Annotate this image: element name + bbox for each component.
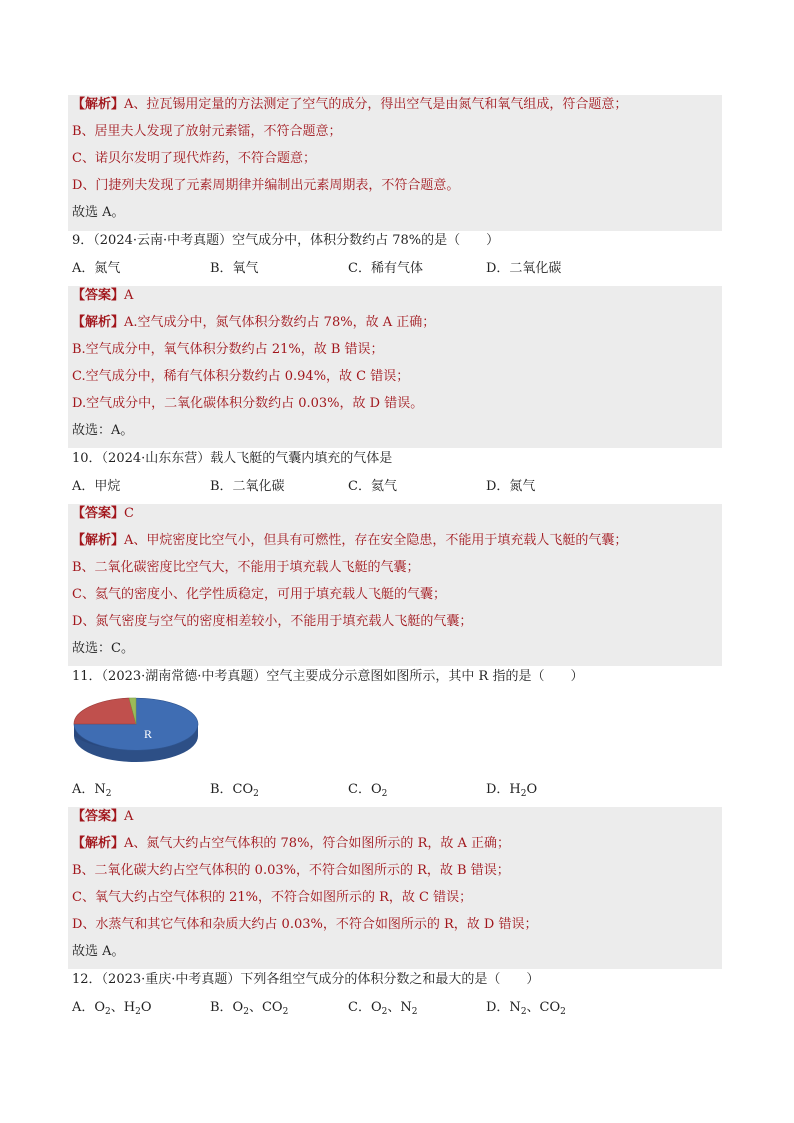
option-c: C．氦气	[348, 479, 397, 494]
question-stem-q9: 9．（2024·云南·中考真题）空气成分中，体积分数约占 78%的是（ ）	[72, 233, 500, 248]
analysis-line: 【解析】A、氮气大约占空气体积的 78%，符合如图所示的 R，故 A 正确；	[72, 836, 511, 851]
analysis-line: B、二氧化碳大约占空气体积的 0.03%，不符合如图所示的 R，故 B 错误；	[72, 863, 510, 878]
conclusion-line: 故选：C。	[72, 641, 134, 656]
analysis-box-q11	[68, 807, 722, 969]
answer-value: C	[124, 506, 134, 521]
answer-line	[72, 287, 133, 305]
analysis-line: B.空气成分中，氧气体积分数约占 21%，故 B 错误；	[72, 342, 384, 357]
option-b: B．二氧化碳	[210, 479, 285, 494]
air-composition-pie-figure	[72, 694, 202, 770]
analysis-tag: 【解析】	[72, 97, 125, 112]
analysis-line: 【解析】A.空气成分中，氮气体积分数约占 78%，故 A 正确；	[72, 315, 436, 330]
option-a: A．$O_2$、$H_2O$	[72, 1000, 152, 1017]
option-a: A．$N_2$	[72, 782, 112, 799]
answer-tag: 【答案】	[72, 809, 125, 824]
question-stem-q11: 11．（2023·湖南常德·中考真题）空气主要成分示意图如图所示，其中 R 指的是（ ）	[72, 669, 584, 684]
option-d: D．二氧化碳	[486, 261, 562, 276]
option-c: C．$O_2$	[348, 782, 388, 799]
answer-value: A	[124, 288, 134, 303]
option-b: B．氧气	[210, 261, 259, 276]
analysis-line: D、氮气密度与空气的密度相差较小，不能用于填充载人飞艇的气囊；	[72, 614, 473, 629]
analysis-tag: 【解析】	[72, 836, 125, 851]
pie-slice-o2	[74, 698, 136, 724]
option-a: A．甲烷	[72, 479, 121, 494]
answer-line	[72, 808, 133, 826]
pie-label-r: R	[144, 727, 153, 741]
analysis-line: B、二氧化碳密度比空气大，不能用于填充载人飞艇的气囊；	[72, 560, 420, 575]
answer-value: A	[124, 809, 134, 824]
analysis-line: C.空气成分中，稀有气体积分数约占 0.94%，故 C 错误；	[72, 369, 410, 384]
option-d: D．$N_2$、$CO_2$	[486, 1000, 566, 1017]
option-a: A．氮气	[72, 261, 121, 276]
conclusion-line: 故选：A。	[72, 423, 134, 438]
option-c: C．稀有气体	[348, 261, 423, 276]
analysis-line: D、门捷列夫发现了元素周期律并编制出元素周期表，不符合题意。	[72, 178, 460, 193]
option-b: B．$CO_2$	[210, 782, 259, 799]
option-b: B．$O_2$、$CO_2$	[210, 1000, 289, 1017]
option-c: C．$O_2$、$N_2$	[348, 1000, 418, 1017]
conclusion-line: 故选 A。	[72, 205, 125, 220]
question-stem-q12: 12．（2023·重庆·中考真题）下列各组空气成分的体积分数之和最大的是（ ）	[72, 972, 540, 987]
analysis-line: D.空气成分中，二氧化碳体积分数约占 0.03%，故 D 错误。	[72, 396, 424, 411]
analysis-tag: 【解析】	[72, 533, 125, 548]
analysis-line: 【解析】A、拉瓦锡用定量的方法测定了空气的成分，得出空气是由氮气和氧气组成，符合题意；	[72, 97, 628, 112]
analysis-tag: 【解析】	[72, 315, 125, 330]
analysis-box-q10	[68, 504, 722, 666]
conclusion-line: 故选 A。	[72, 944, 125, 959]
analysis-box-q9	[68, 286, 722, 448]
answer-tag: 【答案】	[72, 506, 125, 521]
option-d: D．$H_2O$	[486, 782, 538, 799]
analysis-line: C、诺贝尔发明了现代炸药，不符合题意；	[72, 151, 316, 166]
analysis-line: D、水蒸气和其它气体和杂质大约占 0.03%，不符合如图所示的 R，故 D 错误；	[72, 917, 538, 932]
analysis-line: C、氧气大约占空气体积的 21%，不符合如图所示的 R，故 C 错误；	[72, 890, 473, 905]
question-stem-q10: 10．（2024·山东东营）载人飞艇的气囊内填充的气体是	[72, 451, 393, 466]
option-d: D．氮气	[486, 479, 536, 494]
analysis-line: 【解析】A、甲烷密度比空气小，但具有可燃性，存在安全隐患，不能用于填充载人飞艇的气囊；	[72, 533, 628, 548]
answer-tag: 【答案】	[72, 288, 125, 303]
analysis-line: C、氦气的密度小、化学性质稳定，可用于填充载人飞艇的气囊；	[72, 587, 446, 602]
answer-line	[72, 505, 134, 523]
analysis-line: B、居里夫人发现了放射元素镭，不符合题意；	[72, 124, 342, 139]
